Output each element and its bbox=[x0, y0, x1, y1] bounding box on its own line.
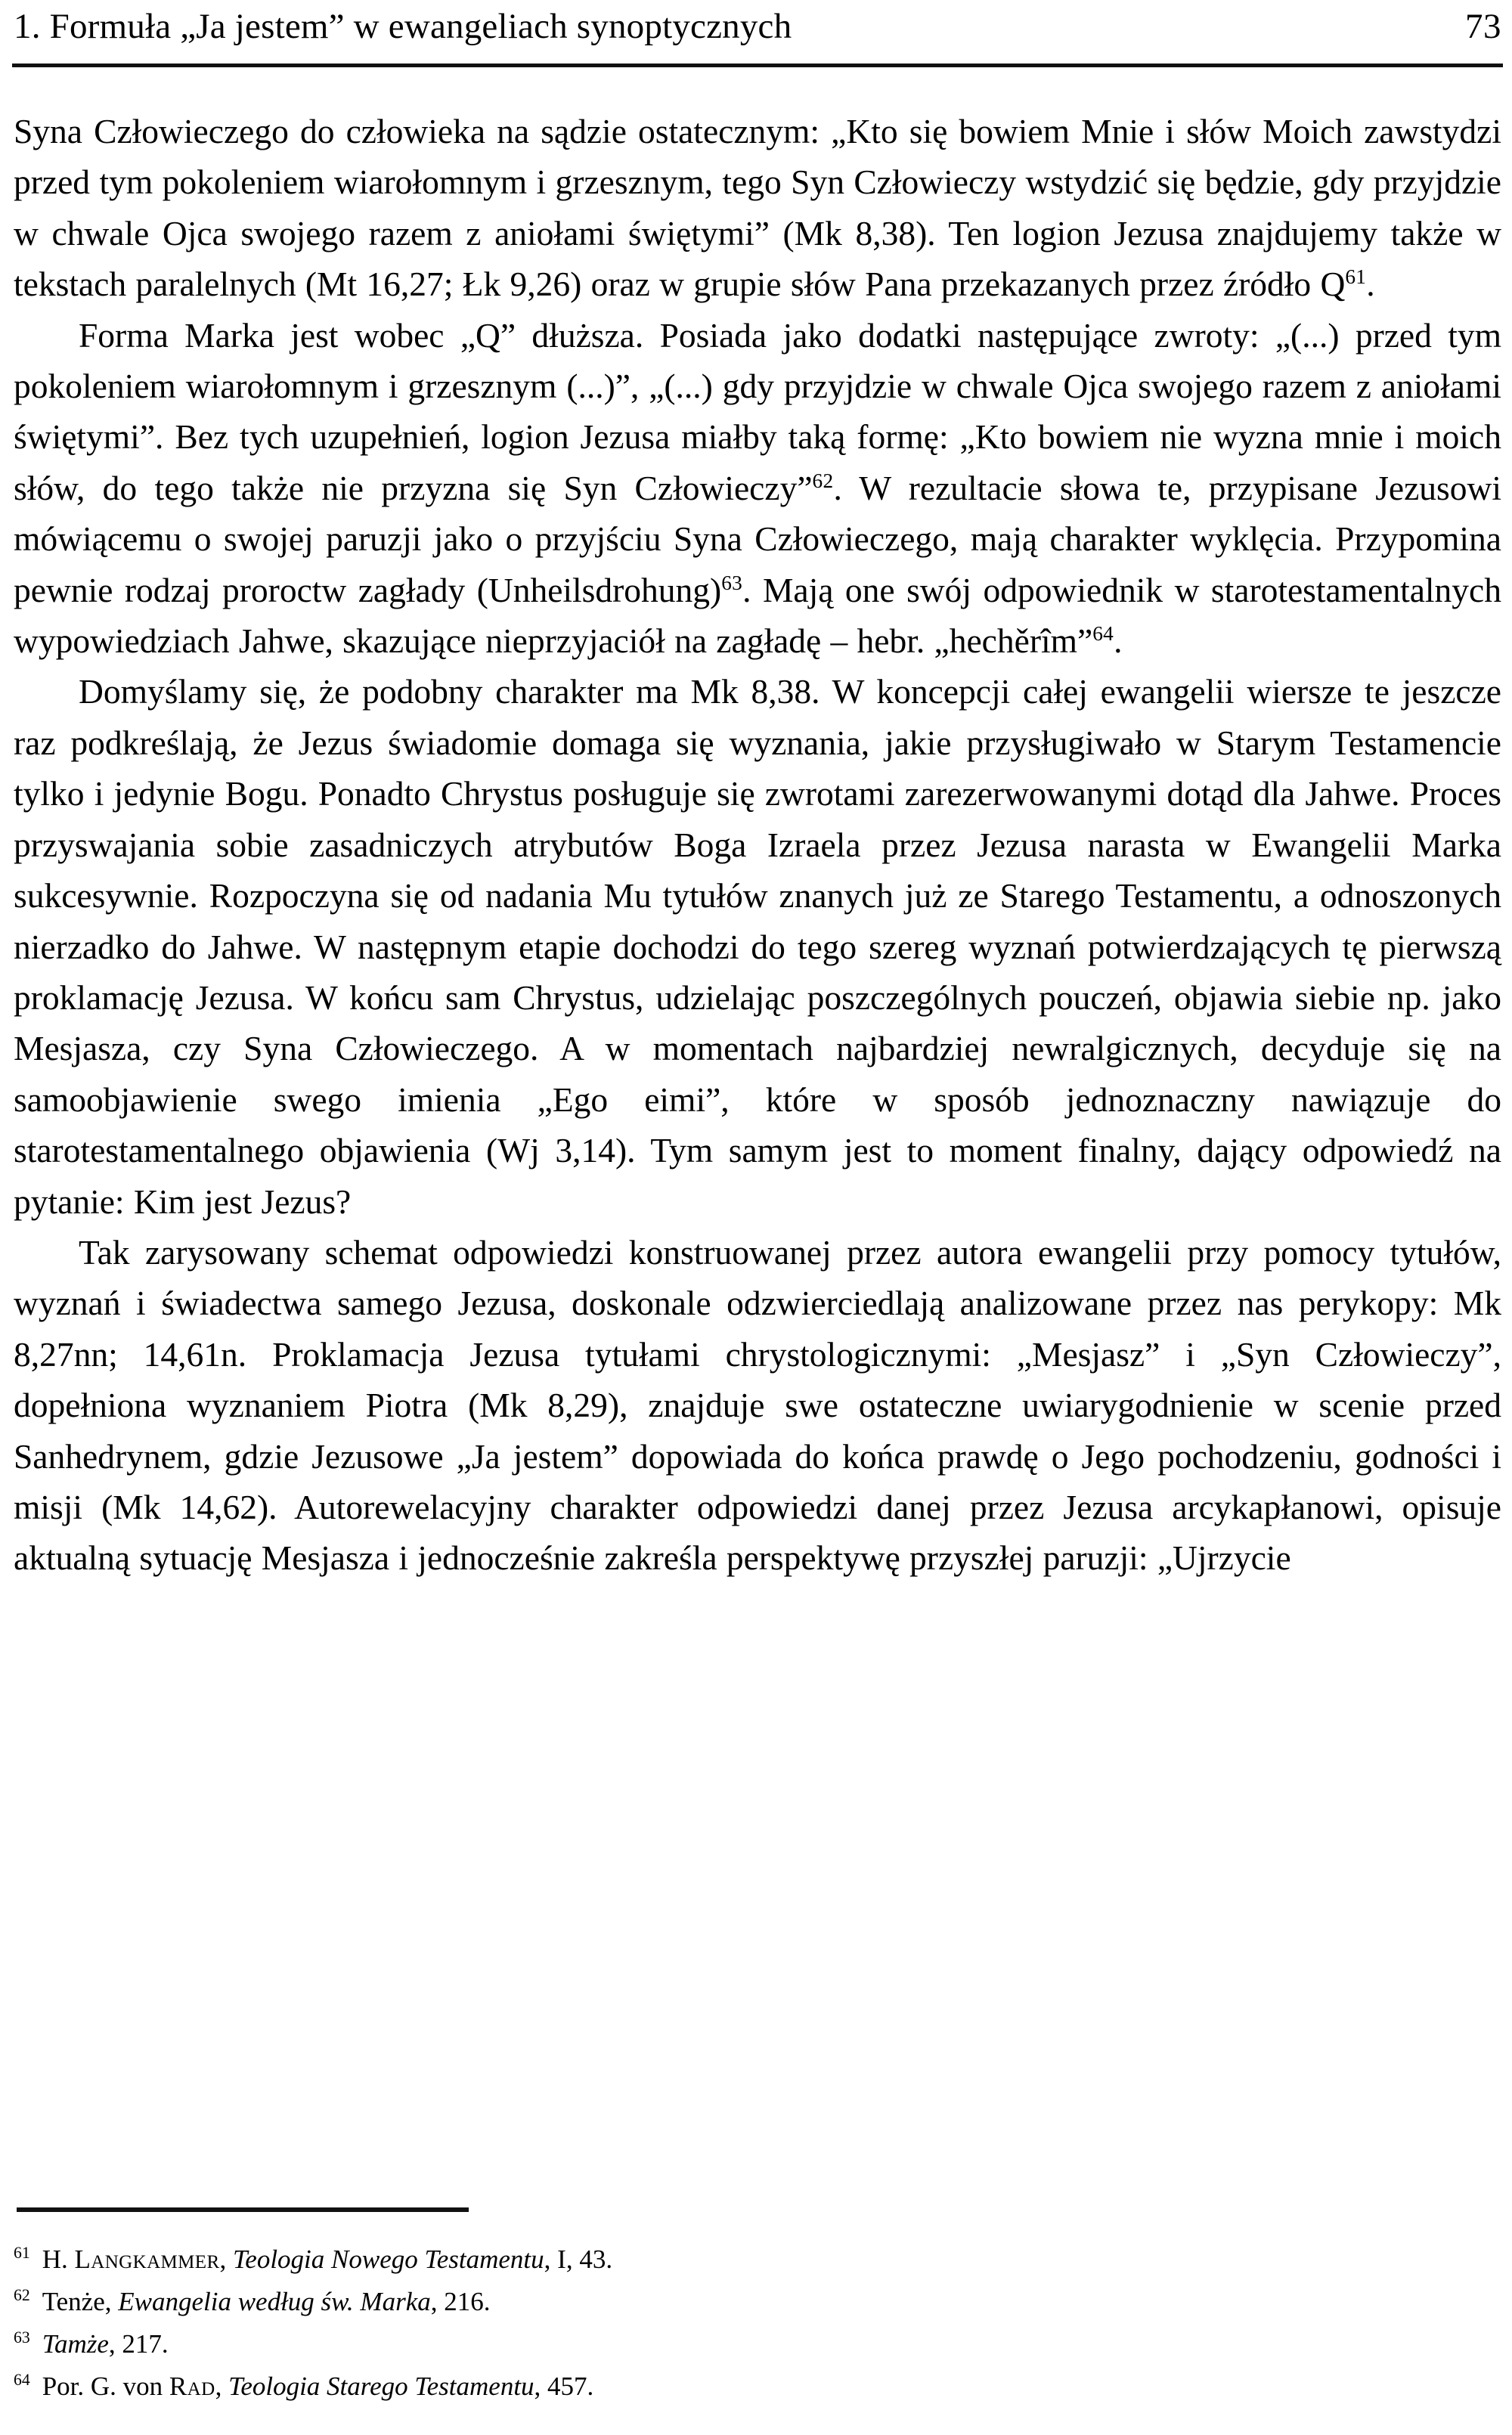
footnote-number-61: 61 bbox=[14, 2244, 30, 2263]
footnote-suffix-63: , 217. bbox=[108, 2329, 169, 2359]
footnote-marker-62[interactable]: 62 bbox=[812, 469, 834, 492]
footnote-number-62: 62 bbox=[14, 2286, 30, 2305]
footnote-title-61: Teologia Nowego Testamentu bbox=[233, 2244, 544, 2274]
footnote-entry-63 bbox=[14, 2324, 1501, 2365]
footnote-separator-61: , bbox=[219, 2244, 234, 2274]
footnote-suffix-64: , 457. bbox=[534, 2371, 594, 2401]
footnote-author-64: Rad bbox=[169, 2371, 215, 2401]
paragraph-1 bbox=[14, 106, 1501, 310]
paragraph-2-text-a: Forma Marka jest wobec „Q” dłuższa. Posiada jako dodatki następujące zwroty: „(...) przed tym pokoleniem wiarołomnym i grzesznym (...)”, „(...) gdy przyjdzie w chwale Ojca swojego razem z aniołami świętymi”. Bez tych uzupełnień, logion Jezusa miałby taką formę: „Kto bowiem nie wyzna mnie i moich słów, do tego także nie przyzna się Syn Człowieczy” bbox=[14, 315, 1501, 507]
footnote-marker-61[interactable]: 61 bbox=[1345, 265, 1367, 289]
footnote-separator-64: , bbox=[215, 2371, 229, 2401]
footnote-number-64: 64 bbox=[14, 2371, 30, 2390]
paragraph-2 bbox=[14, 310, 1501, 667]
running-header bbox=[14, 6, 1501, 65]
header-divider-rule bbox=[12, 64, 1503, 67]
footnote-separator-rule bbox=[17, 2207, 469, 2212]
paragraph-2-text-b: . W rezultacie słowa te, przypisane Jezusowi mówiącemu o swojej paruzji jako o przyjściu Syna Człowieczego, mają charakter wyklęcia. Przypomina pewnie rodzaj proroctw zagłady (Unheilsdrohung) bbox=[14, 468, 1501, 609]
header-title: 1. Formuła „Ja jestem” w ewangeliach synoptycznych bbox=[14, 7, 792, 46]
footnote-marker-63[interactable]: 63 bbox=[721, 571, 743, 594]
footnote-entry-62 bbox=[14, 2282, 1501, 2322]
footnote-suffix-62: , 216. bbox=[430, 2287, 491, 2316]
footnote-prefix-62: Tenże, bbox=[42, 2287, 119, 2316]
paragraph-1-tail: . bbox=[1366, 265, 1375, 304]
footnote-title-63: Tamże bbox=[42, 2329, 109, 2359]
paragraph-3: Domyślamy się, że podobny charakter ma Mk 8,38. W koncepcji całej ewangelii wiersze te jeszcze raz podkreślają, że Jezus świadomie domaga się wyznania, jakie przysługiwało w Starym Testamencie tylko i jedynie Bogu. Ponadto Chrystus posługuje się zwrotami zarezerwowanymi dotąd dla Jahwe. Proces przyswajania sobie zasadniczych atrybutów Boga Izraela przez Jezusa narasta w Ewangelii Marka sukcesywnie. Rozpoczyna się od nadania Mu tytułów znanych już ze Starego Testamentu, a odnoszonych nierzadko do Jahwe. W następnym etapie dochodzi do tego szereg wyznań potwierdzających tę pierwszą proklamację Jezusa. W końcu sam Chrystus, udzielając poszczególnych pouczeń, objawia siebie np. jako Mesjasza, czy Syna Człowieczego. A w momentach najbardziej newralgicznych, decyduje się na samoobjawienie swego imienia „Ego eimi”, które w sposób jednoznaczny nawiązuje do starotestamentalnego objawienia (Wj 3,14). Tym samym jest to moment finalny, dający odpowiedź na pytanie: Kim jest Jezus? bbox=[14, 672, 1501, 1221]
body-text-column bbox=[14, 106, 1501, 1584]
footnote-title-62: Ewangelia według św. Marka bbox=[118, 2287, 431, 2316]
footnote-prefix-64: Por. G. von bbox=[42, 2371, 169, 2401]
footnote-suffix-61: , I, 43. bbox=[544, 2244, 613, 2274]
footnote-number-63: 63 bbox=[14, 2328, 30, 2347]
footnote-area bbox=[14, 2207, 1501, 2409]
footnote-marker-64[interactable]: 64 bbox=[1092, 621, 1114, 645]
footnote-author-61: Langkammer bbox=[74, 2244, 220, 2274]
page-number: 73 bbox=[1465, 7, 1501, 46]
paragraph-2-text-c: . Mają one swój odpowiednik w starotestamentalnych wypowiedziach Jahwe, skazujące nieprzyjaciół na zagładę – hebr. „hechěrîm” bbox=[14, 570, 1501, 661]
paragraph-1-text: Syna Człowieczego do człowieka na sądzie ostatecznym: „Kto się bowiem Mnie i słów Moich zawstydzi przed tym pokoleniem wiarołomnym i grzesznym, tego Syn Człowieczy wstydzić się będzie, gdy przyjdzie w chwale Ojca swojego razem z aniołami świętymi” (Mk 8,38). Ten logion Jezusa znajdujemy także w tekstach paralelnych (Mt 16,27; Łk 9,26) oraz w grupie słów Pana przekazanych przez źródło Q bbox=[14, 112, 1501, 304]
paragraph-4: Tak zarysowany schemat odpowiedzi konstruowanej przez autora ewangelii przy pomocy tytułów, wyznań i świadectwa samego Jezusa, doskonale odzwierciedlają analizowane przez nas perykopy: Mk 8,27nn; 14,61n. Proklamacja Jezusa tytułami chrystologicznymi: „Mesjasz” i „Syn Człowieczy”, dopełniona wyznaniem Piotra (Mk 8,29), znajduje swe ostateczne uwiarygodnienie w scenie przed Sanhedrynem, gdzie Jezusowe „Ja jestem” dopowiada do końca prawdę o Jego pochodzeniu, godności i misji (Mk 14,62). Autorewelacyjny charakter odpowiedzi danej przez Jezusa arcykapłanowi, opisuje aktualną sytuację Mesjasza i jednocześnie zakreśla perspektywę przyszłej paruzji: „Ujrzycie bbox=[14, 1232, 1501, 1578]
paragraph-2-text-d: . bbox=[1114, 621, 1123, 661]
footnote-entry-61 bbox=[14, 2239, 1501, 2280]
footnote-title-64: Teologia Starego Testamentu bbox=[228, 2371, 534, 2401]
footnote-entry-64 bbox=[14, 2366, 1501, 2407]
footnote-prefix-61: H. bbox=[42, 2244, 75, 2274]
